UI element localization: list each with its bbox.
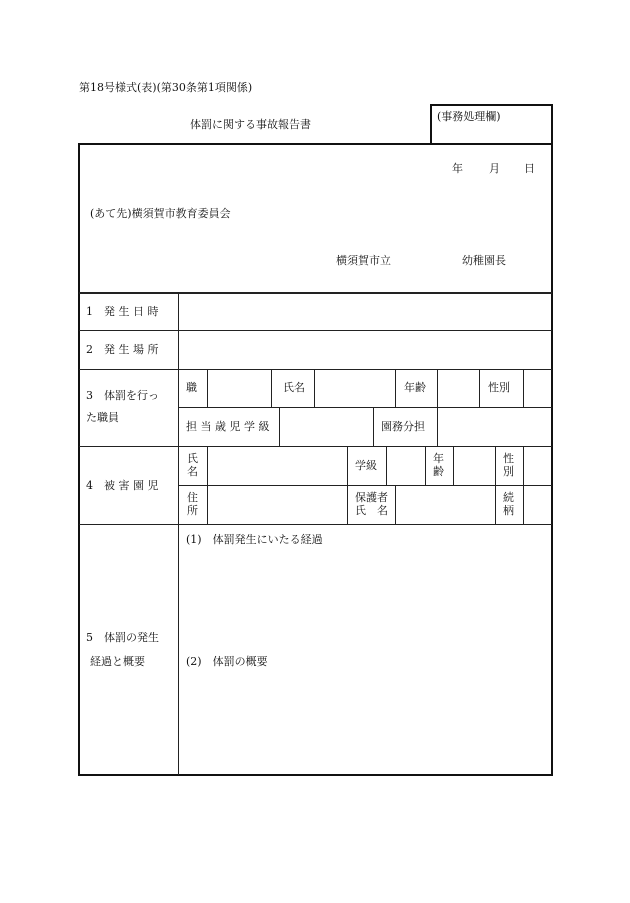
- divider: [79, 330, 552, 331]
- row-label-staff-line1: 3 体罰を行っ: [86, 389, 159, 402]
- class-in-charge-label: 担 当 歳 児 学 級: [186, 420, 270, 433]
- relation-label-2: 柄: [503, 504, 514, 517]
- row-label-staff-line2: た職員: [86, 411, 119, 424]
- staff-position-field[interactable]: [209, 371, 270, 406]
- child-gender-label-1: 性: [503, 452, 514, 465]
- child-name-label-2: 名: [187, 465, 198, 478]
- child-name-field[interactable]: [209, 448, 346, 484]
- row-label-details-line1: 5 体罰の発生: [86, 631, 159, 644]
- divider: [207, 369, 208, 407]
- row-label-occurrence-datetime: 1 発 生 日 時: [86, 305, 159, 318]
- child-gender-field[interactable]: [525, 448, 551, 484]
- divider: [207, 446, 208, 485]
- child-address-field[interactable]: [209, 487, 346, 523]
- class-in-charge-field[interactable]: [281, 409, 372, 445]
- divider: [207, 485, 208, 524]
- divider: [437, 369, 438, 407]
- staff-gender-label: 性別: [488, 381, 510, 394]
- details-item-2: (2) 体罰の概要: [186, 655, 268, 668]
- duty-label: 園務分担: [381, 420, 425, 433]
- divider: [178, 293, 179, 775]
- office-use-label: (事務処理欄): [437, 110, 501, 123]
- divider: [79, 369, 552, 370]
- child-class-label: 学級: [355, 459, 377, 472]
- guardian-name-field[interactable]: [397, 487, 494, 523]
- divider: [523, 369, 524, 407]
- divider: [179, 485, 552, 486]
- child-age-label-2: 齢: [433, 465, 444, 478]
- divider: [495, 446, 496, 485]
- child-age-field[interactable]: [455, 448, 494, 484]
- row-label-details-line2: 経過と概要: [90, 655, 145, 668]
- document-title: 体罰に関する事故報告書: [190, 118, 311, 131]
- date-year-label: 年: [452, 162, 463, 175]
- divider: [79, 446, 552, 447]
- divider: [425, 446, 426, 485]
- duty-field[interactable]: [439, 409, 551, 445]
- staff-age-field[interactable]: [439, 371, 478, 406]
- guardian-label-1: 保護者: [355, 491, 388, 504]
- divider: [347, 446, 348, 485]
- divider: [523, 485, 524, 524]
- divider: [395, 485, 396, 524]
- divider: [386, 446, 387, 485]
- staff-age-label: 年齢: [404, 381, 426, 394]
- child-class-field[interactable]: [388, 448, 424, 484]
- sender-city: 横須賀市立: [336, 254, 391, 267]
- staff-name-label: 氏名: [283, 381, 305, 394]
- occurrence-place-field[interactable]: [180, 332, 551, 368]
- divider: [395, 369, 396, 407]
- divider: [373, 407, 374, 446]
- staff-name-field[interactable]: [316, 371, 394, 406]
- child-gender-label-2: 別: [503, 465, 514, 478]
- row-label-victim-child: 4 被 害 園 児: [86, 479, 159, 492]
- divider: [179, 407, 552, 408]
- sender-principal: 幼稚園長: [462, 254, 506, 267]
- divider: [271, 369, 272, 407]
- relation-label-1: 続: [503, 491, 514, 504]
- staff-position-label: 職: [186, 381, 197, 394]
- form-number: 第18号様式(表)(第30条第1項関係): [79, 81, 253, 94]
- date-month-label: 月: [489, 162, 500, 175]
- divider: [79, 524, 552, 525]
- staff-gender-field[interactable]: [525, 371, 551, 406]
- guardian-label-2: 氏 名: [355, 504, 388, 517]
- date-day-label: 日: [524, 162, 535, 175]
- divider: [453, 446, 454, 485]
- addressee: (あて先)横須賀市教育委員会: [90, 207, 231, 220]
- divider: [314, 369, 315, 407]
- divider: [347, 485, 348, 524]
- child-address-label-1: 住: [187, 491, 198, 504]
- child-age-label-1: 年: [433, 452, 444, 465]
- row-label-occurrence-place: 2 発 生 場 所: [86, 343, 159, 356]
- details-item-1: (1) 体罰発生にいたる経過: [186, 533, 323, 546]
- child-address-label-2: 所: [187, 504, 198, 517]
- relation-field[interactable]: [525, 487, 551, 523]
- details-field[interactable]: [180, 550, 551, 774]
- occurrence-datetime-field[interactable]: [180, 294, 551, 329]
- divider: [279, 407, 280, 446]
- divider: [479, 369, 480, 407]
- divider: [523, 446, 524, 485]
- divider: [437, 407, 438, 446]
- divider: [495, 485, 496, 524]
- child-name-label-1: 氏: [187, 452, 198, 465]
